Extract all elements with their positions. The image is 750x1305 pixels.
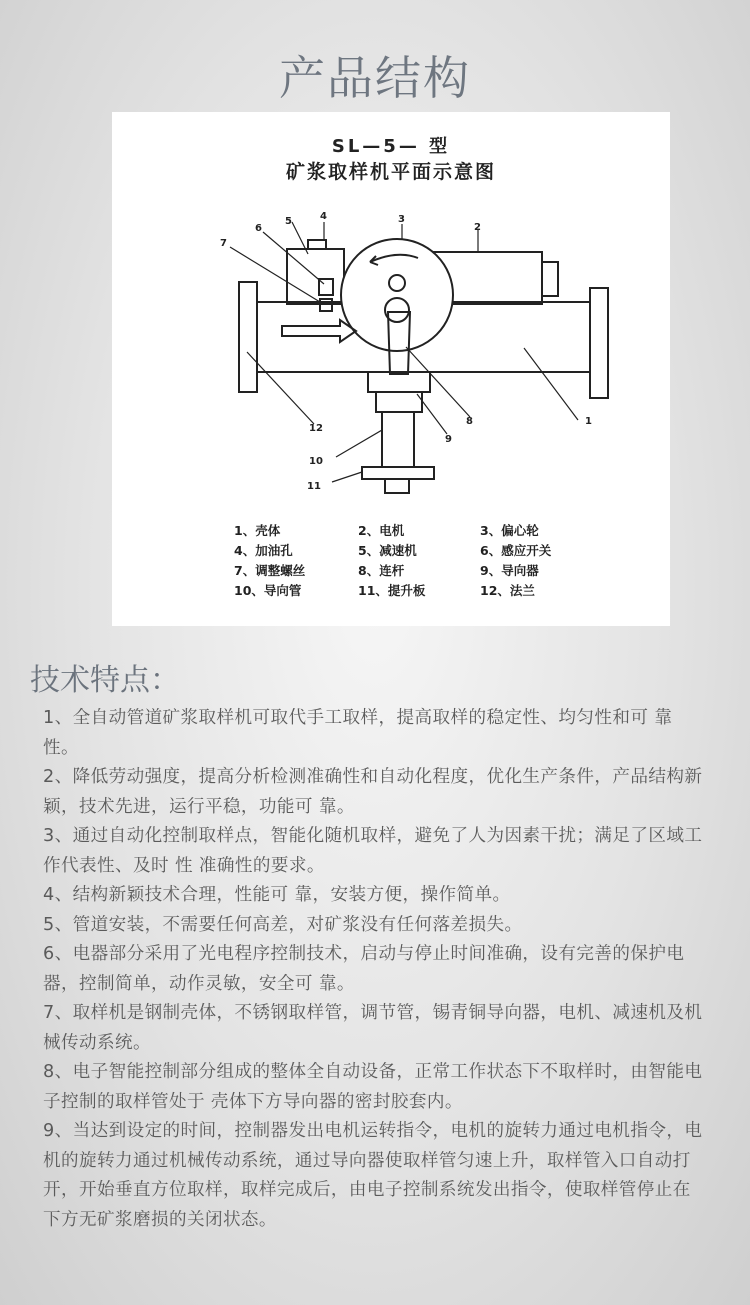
legend-item: 6、感应开关 [480, 543, 552, 558]
right-flange [590, 288, 608, 398]
motor-endcap [542, 262, 558, 296]
callout-8: 8 [466, 416, 473, 427]
section-title: 技术特点： [30, 663, 180, 698]
feature-item: 8、电子智能控制部分组成的整体全自动设备，正常工作状态下不取样时，由智能电子控制的取样管处于 壳体下方导向器的密封胶套内。 [43, 1062, 703, 1112]
guide-tube [382, 412, 414, 467]
legend-item: 4、加油孔 [234, 543, 293, 558]
feature-item: 2、降低劳动强度，提高分析检测准确性和自动化程度，优化生产条件，产品结构新颖，技术先进，运行平稳，功能可 靠。 [43, 767, 703, 817]
page-title: 产品结构 [279, 51, 471, 105]
feature-item: 7、取样机是钢制壳体，不锈钢取样管，调节管，锡青铜导向器，电机、减速机及机械传动系统。 [43, 1003, 703, 1053]
callout-10: 10 [309, 456, 323, 467]
callout-11: 11 [307, 481, 321, 492]
feature-item: 3、通过自动化控制取样点，智能化随机取样，避免了人为因素干扰；满足了区域工作代表性、及时 性 准确性的要求。 [43, 826, 703, 876]
callout-7: 7 [220, 238, 227, 249]
legend-item: 5、减速机 [358, 543, 417, 558]
callout-3: 3 [398, 214, 405, 225]
feature-item: 6、电器部分采用了光电程序控制技术，启动与停止时间准确，设有完善的保护电器，控制简单，动作灵敏，安全可 靠。 [43, 944, 685, 994]
left-flange [239, 282, 257, 392]
structure-diagram [112, 112, 670, 626]
legend-item: 3、偏心轮 [480, 523, 539, 538]
oil-port [308, 240, 326, 249]
diagram-title: 矿浆取样机平面示意图 [285, 161, 496, 183]
lift-plate [362, 467, 434, 479]
feature-list [43, 704, 705, 1235]
legend-item: 2、电机 [358, 523, 405, 538]
callout-12: 12 [309, 423, 323, 434]
legend-item: 8、连杆 [358, 563, 405, 578]
legend-item: 9、导向器 [480, 563, 539, 578]
feature-item: 9、当达到设定的时间，控制器发出电机运转指令，电机的旋转力通过电机指令，电机的旋转力通过机械传动系统，通过导向器使取样管匀速上升，取样管入口自动打开，开始垂直方位取样，取样完成后，由电子控制系统发出指令，使取样管停止在下方无矿浆磨损的关闭状态。 [43, 1121, 703, 1230]
legend-item: 1、壳体 [234, 523, 281, 538]
legend-item: 10、导向管 [234, 583, 302, 598]
callout-2: 2 [474, 222, 481, 233]
legend-item: 7、调整螺丝 [234, 563, 306, 578]
feature-item: 4、结构新颖技术合理，性能可 靠，安装方便，操作简单。 [43, 885, 511, 905]
callout-5: 5 [285, 216, 292, 227]
callout-4: 4 [320, 211, 327, 222]
callout-6: 6 [255, 223, 262, 234]
feature-item: 1、全自动管道矿浆取样机可取代手工取样，提高取样的稳定性、均匀性和可 靠性。 [43, 708, 673, 758]
feature-item: 5、管道安装，不需要任何高差，对矿浆没有任何落差损失。 [43, 914, 523, 935]
parts-legend [234, 522, 600, 600]
callout-9: 9 [445, 434, 452, 445]
legend-item: 12、法兰 [480, 583, 535, 598]
callout-1: 1 [585, 416, 592, 427]
flow-arrow [282, 320, 356, 342]
legend-item: 11、提升板 [358, 583, 426, 598]
diagram-model-title: SL—5— 型 [331, 136, 451, 157]
